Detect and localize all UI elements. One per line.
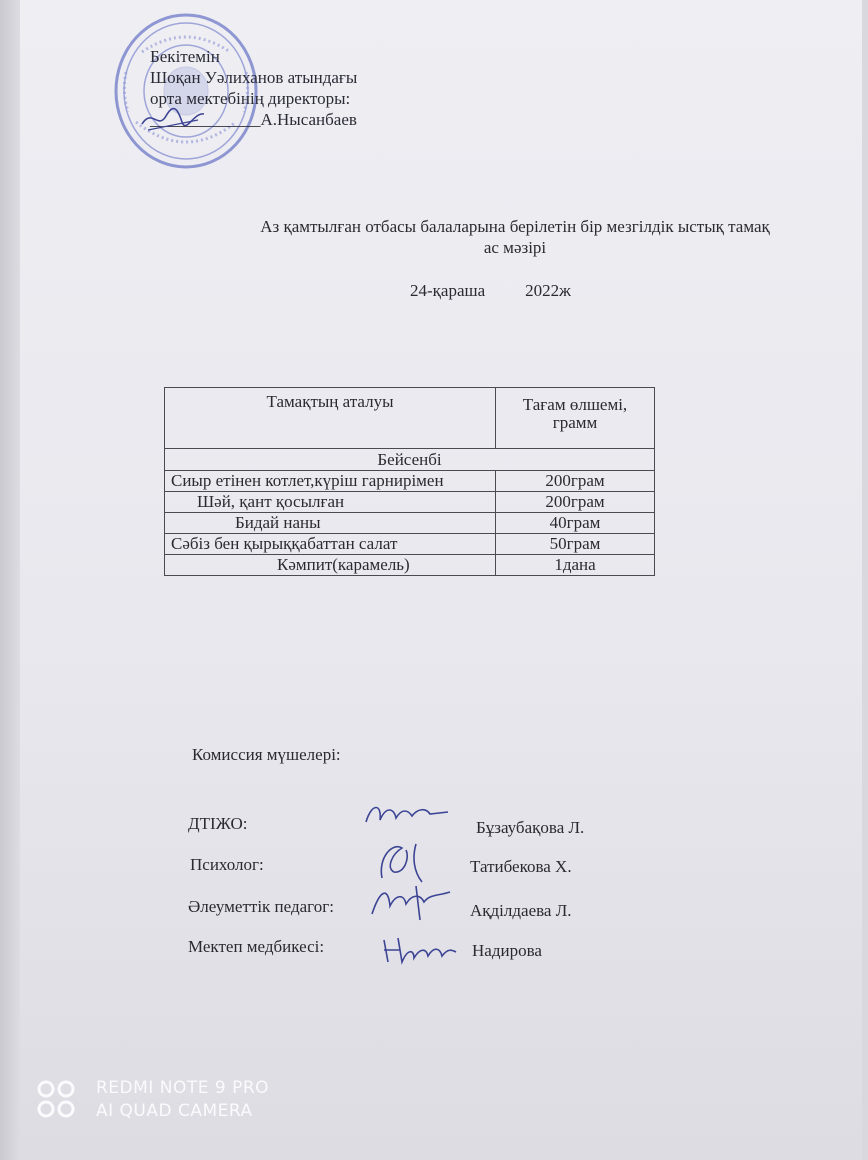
dish-amount: 40грам	[496, 513, 655, 534]
date-day: 24-қараша	[410, 281, 486, 300]
approval-heading: Бекітемін	[150, 47, 220, 66]
table-row	[165, 471, 655, 492]
member-name: Бұзаубақова Л.	[476, 818, 585, 837]
member-role: Әлеуметтік педагог:	[188, 897, 334, 916]
day-label: Бейсенбі	[165, 449, 655, 471]
dish-name: Бидай наны	[165, 513, 496, 534]
document-page	[20, 0, 868, 1160]
document-title	[200, 216, 830, 258]
watermark-camera: AI QUAD CAMERA	[96, 1101, 253, 1121]
dish-name: Шәй, қант қосылған	[165, 492, 496, 513]
table-row	[165, 534, 655, 555]
member-name: Надирова	[472, 941, 542, 960]
day-row	[165, 449, 655, 471]
director-signature-line: _____________А.Нысанбаев	[150, 110, 357, 129]
member-role: ДТІЖО:	[188, 814, 248, 833]
quad-camera-icon	[36, 1079, 78, 1119]
school-name: Шоқан Уәлиханов атындағы	[150, 68, 358, 87]
paper-right-edge	[862, 0, 868, 1160]
dish-amount: 50грам	[496, 534, 655, 555]
dish-amount: 200грам	[496, 492, 655, 513]
dish-name: Сиыр етінен котлет,күріш гарнирімен	[165, 471, 496, 492]
dish-name: Кәмпит(карамель)	[165, 555, 496, 576]
member-name: Ақділдаева Л.	[470, 901, 572, 920]
dish-amount: 1дана	[496, 555, 655, 576]
table-header-row	[165, 388, 655, 449]
director-title: орта мектебінің директоры:	[150, 89, 351, 108]
member-role: Психолог:	[190, 855, 264, 874]
commission-heading: Комиссия мүшелері:	[192, 745, 341, 764]
camera-watermark	[36, 1077, 269, 1123]
dish-amount: 200грам	[496, 471, 655, 492]
signature-icon	[366, 880, 456, 924]
table-row	[165, 492, 655, 513]
title-line-1: Аз қамтылған отбасы балаларына берілетін бір мезгілдік ыстық тамақ	[260, 217, 770, 236]
watermark-device: REDMI NOTE 9 PRO	[96, 1078, 270, 1098]
signature-icon	[360, 796, 450, 832]
dish-name: Сәбіз бен қырыққабаттан салат	[165, 534, 496, 555]
member-role: Мектеп медбикесі:	[188, 937, 325, 956]
document-date	[410, 281, 571, 301]
member-name: Татибекова Х.	[470, 857, 572, 876]
column-header-amount: Тағам өлшемі, грамм	[496, 388, 655, 449]
table-row	[165, 555, 655, 576]
signature-icon	[378, 930, 458, 968]
date-year: 2022ж	[525, 281, 571, 300]
director-signature-icon	[138, 100, 208, 136]
title-line-2: ас мәзірі	[483, 238, 547, 257]
column-header-dish: Тамақтың аталуы	[165, 388, 496, 449]
table-row	[165, 513, 655, 534]
menu-table	[164, 387, 655, 576]
paper-left-edge	[0, 0, 20, 1160]
